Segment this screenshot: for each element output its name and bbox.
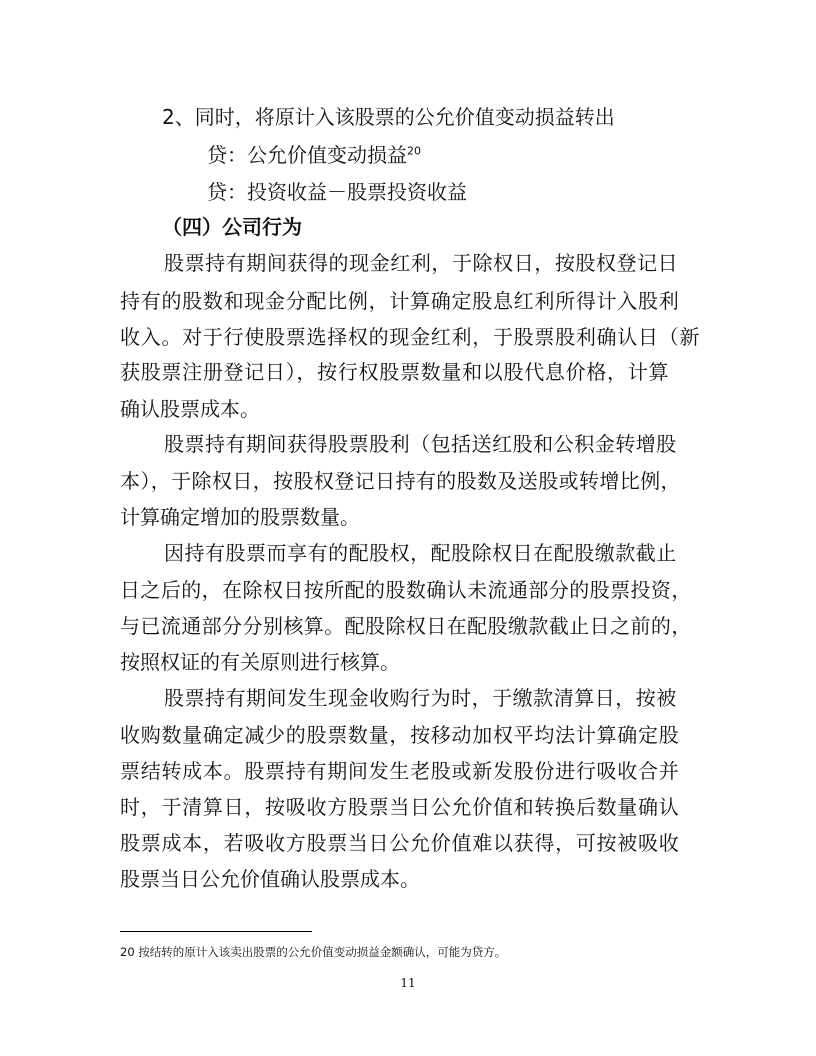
credit-entry-investment-income: 贷：投资收益－股票投资收益 xyxy=(207,180,467,204)
footnote: 20 按结转的原计入该卖出股票的公允价值变动损益金额确认，可能为贷方。 xyxy=(120,945,507,959)
para3-line3: 与已流通部分分别核算。配股除权日在配股缴款截止日之前的， xyxy=(120,614,692,638)
para1-line1: 股票持有期间获得的现金红利，于除权日，按股权登记日 xyxy=(164,251,679,275)
para3-line1: 因持有股票而享有的配股权，配股除权日在配股缴款截止 xyxy=(164,541,677,565)
para1-line3: 收入。对于行使股票选择权的现金红利，于股票股利确认日（新 xyxy=(120,325,701,349)
para2-line1: 股票持有期间获得股票股利（包括送红股和公积金转增股 xyxy=(164,432,677,456)
para3-line4: 按照权证的有关原则进行核算。 xyxy=(120,650,400,674)
credit-entry-fair-value-text: 贷：公允价值变动损益 xyxy=(207,143,407,167)
para4-line4: 时，于清算日，按吸收方股票当日公允价值和转换后数量确认 xyxy=(120,795,680,819)
footnote-ref: 20 xyxy=(407,144,421,158)
para4-line6: 股票当日公允价值确认股票成本。 xyxy=(120,867,420,891)
item-2: 2、同时，将原计入该股票的公允价值变动损益转出 xyxy=(162,105,615,129)
credit-entry-fair-value xyxy=(207,143,421,167)
page-number: 11 xyxy=(400,976,416,990)
para3-line2: 日之后的，在除权日按所配的股数确认未流通部分的股票投资， xyxy=(120,578,692,602)
para1-line5: 确认股票成本。 xyxy=(120,397,260,421)
para4-line1: 股票持有期间发生现金收购行为时，于缴款清算日，按被 xyxy=(164,686,677,710)
para4-line5: 股票成本，若吸收方股票当日公允价值难以获得，可按被吸收 xyxy=(120,831,680,855)
para1-line2: 持有的股数和现金分配比例，计算确定股息红利所得计入股利 xyxy=(120,289,680,313)
para2-line3: 计算确定增加的股票数量。 xyxy=(120,505,360,529)
para2-line2: 本），于除权日，按股权登记日持有的股数及送股或转增比例， xyxy=(120,469,681,493)
section-heading: （四）公司行为 xyxy=(162,215,302,239)
para4-line2: 收购数量确定减少的股票数量，按移动加权平均法计算确定股 xyxy=(120,723,680,747)
para4-line3: 票结转成本。股票持有期间发生老股或新发股份进行吸收合并 xyxy=(120,759,680,783)
footnote-separator xyxy=(120,931,312,932)
para1-line4: 获股票注册登记日），按行权股票数量和以股代息价格，计算 xyxy=(120,360,670,384)
